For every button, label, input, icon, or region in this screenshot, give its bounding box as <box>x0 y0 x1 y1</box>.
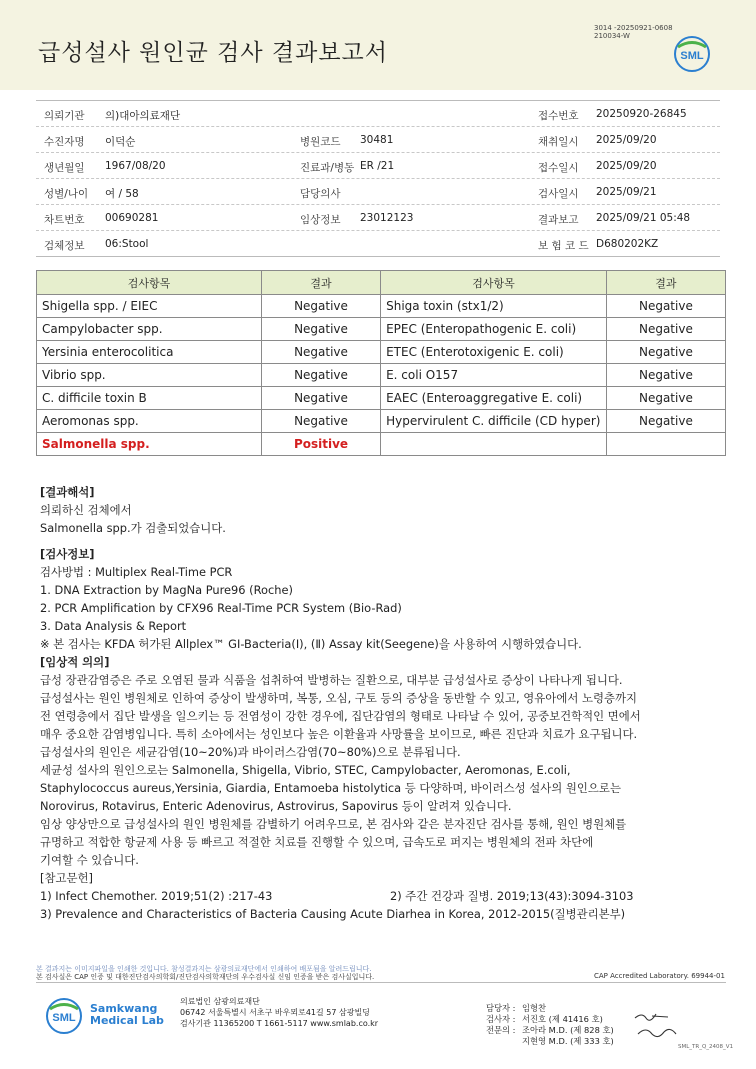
body-text-line: 3. Data Analysis & Report <box>40 619 187 633</box>
test-item-cell: Salmonella spp. <box>37 433 262 456</box>
info-row <box>36 100 720 127</box>
info-row <box>36 205 720 231</box>
document-id-line: 3014 -20250921-0608 <box>594 24 673 32</box>
header-result: 결과 <box>606 271 725 295</box>
result-cell: Negative <box>261 318 380 341</box>
reference-item: 3) Prevalence and Characteristics of Bacteria Causing Acute Diarhea in Korea, 2012-2015(질병관리본부) <box>40 907 626 921</box>
section-heading-interpretation: [결과해석] <box>40 485 95 499</box>
info-value: 06:Stool <box>105 238 149 250</box>
cap-accreditation: CAP Accredited Laboratory. 69944-01 <box>594 972 725 980</box>
info-label: 검체정보 <box>44 240 85 252</box>
reference-row <box>40 887 730 905</box>
info-value: 00690281 <box>105 212 159 224</box>
test-item-cell: Aeromonas spp. <box>37 410 262 433</box>
info-value: D680202KZ <box>596 238 659 250</box>
result-row <box>37 410 726 433</box>
staff-role: 검사자 : <box>486 1014 516 1024</box>
section-heading-clinical: [임상적 의의] <box>40 655 110 669</box>
result-row <box>37 295 726 318</box>
test-item-cell: Shiga toxin (stx1/2) <box>381 295 607 318</box>
test-item-cell <box>381 433 607 456</box>
info-value: ER /21 <box>360 160 395 172</box>
body-text-line: 급성설사의 원인은 세균감염(10~20%)과 바이러스감염(70~80%)으로 분류됩니다. <box>40 745 461 759</box>
result-row <box>37 364 726 387</box>
footer-organization <box>180 996 378 1029</box>
body-text-line: 급성설사는 원인 병원체로 인하여 증상이 발생하며, 복통, 오심, 구토 등의 증상을 동반할 수 있고, 영유아에서 노령층까지 <box>40 691 637 705</box>
org-contact: 검사기관 11365200 T 1661-5117 www.smlab.co.kr <box>180 1019 379 1028</box>
result-cell: Negative <box>261 295 380 318</box>
result-row <box>37 433 726 456</box>
result-row <box>37 387 726 410</box>
info-label: 임상정보 <box>300 214 341 226</box>
info-row <box>36 153 720 179</box>
info-row <box>36 231 720 257</box>
info-value: 2025/09/20 <box>596 134 657 146</box>
results-header-row <box>37 271 726 295</box>
body-text-line: 2. PCR Amplification by CFX96 Real-Time PCR System (Bio-Rad) <box>40 601 402 615</box>
info-value: 23012123 <box>360 212 414 224</box>
result-cell: Negative <box>606 318 725 341</box>
info-value: 20250920-26845 <box>596 108 687 120</box>
body-text-line: 1. DNA Extraction by MagNa Pure96 (Roche) <box>40 583 293 597</box>
image-copy-notice: 본 결과지는 이미지파일을 인쇄한 것입니다. 참성결과지는 삼광의료재단에서 인쇄하여 배포됨을 알려드립니다. <box>36 965 372 973</box>
document-id <box>594 24 673 40</box>
body-text-line: Norovirus, Rotavirus, Enteric Adenovirus, Astrovirus, Sapovirus 등이 알려져 있습니다. <box>40 799 512 813</box>
sml-logo-text: SML <box>680 50 704 62</box>
info-label: 수진자명 <box>44 136 85 148</box>
reference-item: 2) 주간 건강과 질병. 2019;13(43):3094-3103 <box>390 889 634 903</box>
staff-name: 조아라 M.D. (제 828 호) <box>522 1025 614 1035</box>
info-value: 여 / 58 <box>105 188 139 200</box>
test-item-cell: EPEC (Enteropathogenic E. coli) <box>381 318 607 341</box>
body-text-line: ※ 본 검사는 KFDA 허가된 Allplex™ GI-Bacteria(Ⅰ), (Ⅱ) Assay kit(Seegene)을 사용하여 시행하였습니다. <box>40 637 582 651</box>
footer-logo-text: SML <box>52 1012 76 1024</box>
header-result: 결과 <box>261 271 380 295</box>
body-text-line: Staphylococcus aureus,Yersinia, Giardia, Entamoeba histolytica 등 다양하며, 바이러스성 설사의 원인으로는 <box>40 781 621 795</box>
footer-divider <box>36 982 726 983</box>
info-label: 보 험 코 드 <box>538 240 589 252</box>
info-label: 결과보고 <box>538 214 579 226</box>
test-item-cell: C. difficile toxin B <box>37 387 262 410</box>
info-label: 검사일시 <box>538 188 579 200</box>
brand-name-line: Samkwang <box>90 1002 158 1015</box>
test-item-cell: Hypervirulent C. difficile (CD hyper) <box>381 410 607 433</box>
body-text-line: 규명하고 적합한 항균제 사용 등 빠르고 적절한 치료를 진행할 수 있으며, 급속도로 퍼지는 병원체의 전파 차단에 <box>40 835 594 849</box>
footer-sml-logo-icon <box>44 996 84 1036</box>
body-text-line: 검사방법 : Multiplex Real-Time PCR <box>40 565 233 579</box>
brand-name-line: Medical Lab <box>90 1014 164 1027</box>
body-text-line: 기여할 수 있습니다. <box>40 853 139 867</box>
header-test-item: 검사항목 <box>37 271 262 295</box>
body-text-line: 전 연령층에서 집단 발생을 일으키는 등 전염성이 강한 경우에, 집단감염의 형태로 나타날 수 있어, 공중보건학적인 면에서 <box>40 709 641 723</box>
info-label: 의뢰기관 <box>44 110 85 122</box>
result-row <box>37 341 726 364</box>
result-cell: Negative <box>261 364 380 387</box>
body-text-line: 세균성 설사의 원인으로는 Salmonella, Shigella, Vibrio, STEC, Campylobacter, Aeromonas, E.coli, <box>40 763 571 777</box>
results-table <box>36 270 726 456</box>
result-cell: Positive <box>261 433 380 456</box>
report-body <box>40 483 730 923</box>
staff-name: 서진호 (제 41416 호) <box>522 1014 603 1024</box>
footer-brand-name <box>90 1003 164 1027</box>
document-id-line: 210034-W <box>594 32 630 40</box>
info-label: 진료과/병동 <box>300 162 355 174</box>
info-label: 채취일시 <box>538 136 579 148</box>
test-item-cell: Campylobacter spp. <box>37 318 262 341</box>
info-label: 병원코드 <box>300 136 341 148</box>
result-cell <box>606 433 725 456</box>
staff-name: 임형찬 <box>522 1003 547 1013</box>
signature-icon <box>632 1008 682 1042</box>
body-text-line: Salmonella spp.가 검출되었습니다. <box>40 521 226 535</box>
info-label: 생년월일 <box>44 162 85 174</box>
result-cell: Negative <box>606 410 725 433</box>
test-item-cell: Vibrio spp. <box>37 364 262 387</box>
staff-role: 전문의 : <box>486 1025 516 1035</box>
info-value: 30481 <box>360 134 394 146</box>
test-item-cell: Yersinia enterocolitica <box>37 341 262 364</box>
reference-item: 1) Infect Chemother. 2019;51(2) :217-43 <box>40 889 273 903</box>
result-row <box>37 318 726 341</box>
org-name: 의료법인 삼광의료재단 <box>180 997 260 1006</box>
result-cell: Negative <box>606 341 725 364</box>
sml-logo-icon <box>672 34 712 74</box>
info-value: 1967/08/20 <box>105 160 166 172</box>
result-cell: Negative <box>606 295 725 318</box>
info-value: 의)대아의료재단 <box>105 110 181 122</box>
body-text-line: 임상 양상만으로 급성설사의 원인 병원체를 감별하기 어려우므로, 본 검사와 같은 분자진단 검사를 통해, 원인 병원체를 <box>40 817 627 831</box>
result-cell: Negative <box>606 387 725 410</box>
header-test-item: 검사항목 <box>381 271 607 295</box>
result-cell: Negative <box>261 341 380 364</box>
body-text-line: 급성 장관감염증은 주로 오염된 물과 식품을 섭취하여 발병하는 질환으로, 대부분 급성설사로 증상이 나타나게 됩니다. <box>40 673 623 687</box>
info-label: 차트번호 <box>44 214 85 226</box>
info-value: 이덕순 <box>105 136 136 148</box>
form-code: SML_TR_Q_2408_V1 <box>678 1044 734 1050</box>
info-label: 성별/나이 <box>44 188 89 200</box>
patient-info <box>36 100 720 257</box>
section-heading-references: [참고문헌] <box>40 871 93 885</box>
result-cell: Negative <box>261 410 380 433</box>
test-item-cell: EAEC (Enteroaggregative E. coli) <box>381 387 607 410</box>
test-item-cell: Shigella spp. / EIEC <box>37 295 262 318</box>
result-cell: Negative <box>261 387 380 410</box>
info-label: 담당의사 <box>300 188 341 200</box>
info-row <box>36 127 720 153</box>
body-text-line: 매우 중요한 감염병입니다. 특히 소아에서는 성인보다 높은 이환율과 사망률을 보이므로, 빠른 진단과 치료가 요구됩니다. <box>40 727 638 741</box>
test-item-cell: E. coli O157 <box>381 364 607 387</box>
body-text-line: 의뢰하신 검체에서 <box>40 503 132 517</box>
accreditation-notice: 본 검사실은 CAP 인증 및 대한진단검사의학회/진단검사의학재단의 우수검사실 신임 인증을 받은 검사실입니다. <box>36 973 375 981</box>
info-value: 2025/09/21 05:48 <box>596 212 691 224</box>
result-cell: Negative <box>606 364 725 387</box>
section-heading-test-info: [검사정보] <box>40 547 95 561</box>
info-row <box>36 179 720 205</box>
info-label: 접수일시 <box>538 162 579 174</box>
test-item-cell: ETEC (Enterotoxigenic E. coli) <box>381 341 607 364</box>
info-label: 접수번호 <box>538 110 579 122</box>
org-address: 06742 서울특별시 서초구 바우뫼로41길 57 삼광빌딩 <box>180 1008 370 1017</box>
report-title: 급성설사 원인균 검사 결과보고서 <box>38 40 388 66</box>
info-value: 2025/09/21 <box>596 186 657 198</box>
staff-role: 담당자 : <box>486 1003 516 1013</box>
info-value: 2025/09/20 <box>596 160 657 172</box>
staff-name: 지현영 M.D. (제 333 호) <box>522 1036 614 1046</box>
